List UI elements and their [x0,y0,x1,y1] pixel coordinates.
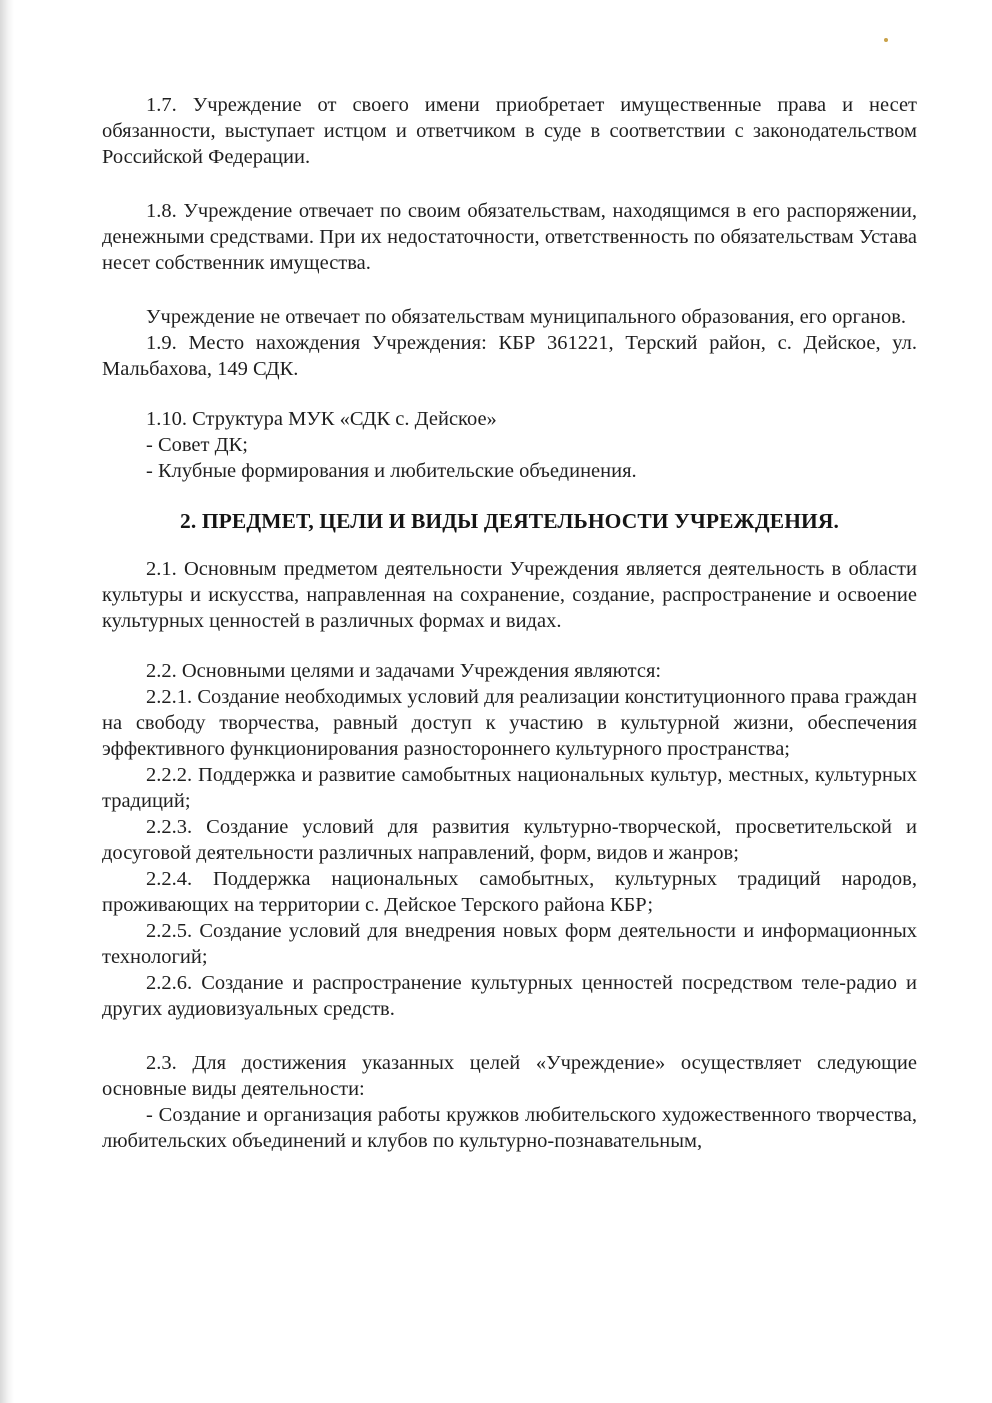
paragraph-2-2-5: 2.2.5. Создание условий для внедрения новых форм деятельности и информационных технологий; [102,920,917,968]
paragraph-2-2-1: 2.2.1. Создание необходимых условий для реализации конституционного права граждан на свободу творчества, равный доступ к участию в культурной жизни, обеспечения эффективного функционирования разностороннего культурного пространства; [102,686,917,760]
paragraph-1-8: 1.8. Учреждение отвечает по своим обязательствам, находящимся в его распоряжении, денежными средствами. При их недостаточности, ответственность по обязательствам Устава несет собственник имущества. [102,200,917,274]
paragraph-liability: Учреждение не отвечает по обязательствам муниципального образования, его органов. [146,306,907,328]
list-item-activities: - Создание и организация работы кружков любительского художественного творчества, любительских объединений и клубов по культурно-познавательным, [102,1104,917,1152]
paragraph-2-2-4: 2.2.4. Поддержка национальных самобытных, культурных традиций народов, проживающих на территории с. Дейское Терского района КБР; [102,868,917,916]
list-item-clubs: - Клубные формирования и любительские объединения. [146,460,637,482]
list-item-council: - Совет ДК; [146,434,248,456]
scan-speck [884,38,888,42]
paragraph-2-2-3: 2.2.3. Создание условий для развития культурно-творческой, просветительской и досуговой деятельности различных направлений, форм, видов и жанров; [102,816,917,864]
paragraph-1-7: 1.7. Учреждение от своего имени приобретает имущественные права и несет обязанности, выступает истцом и ответчиком в суде в соответствии с законодательством Российской Федерации. [102,94,917,168]
paragraph-2-2-2: 2.2.2. Поддержка и развитие самобытных национальных культур, местных, культурных традиций; [102,764,917,812]
document-page [102,92,917,1154]
section-2-heading: 2. ПРЕДМЕТ, ЦЕЛИ И ВИДЫ ДЕЯТЕЛЬНОСТИ УЧРЕЖДЕНИЯ. [180,509,839,533]
paragraph-2-1: 2.1. Основным предметом деятельности Учреждения является деятельность в области культуры и искусства, направленная на сохранение, создание, распространение и освоение культурных ценностей в различных формах и видах. [102,558,917,632]
paragraph-1-10: 1.10. Структура МУК «СДК с. Дейское» [146,408,497,430]
paragraph-1-9: 1.9. Место нахождения Учреждения: КБР 361221, Терский район, с. Дейское, ул. Мальбахова, 149 СДК. [102,332,917,380]
paragraph-2-2: 2.2. Основными целями и задачами Учреждения являются: [146,660,662,682]
scan-edge-shadow [0,0,14,1403]
paragraph-2-3: 2.3. Для достижения указанных целей «Учреждение» осуществляет следующие основные виды деятельности: [102,1052,917,1100]
paragraph-2-2-6: 2.2.6. Создание и распространение культурных ценностей посредством теле-радио и других аудиовизуальных средств. [102,972,917,1020]
